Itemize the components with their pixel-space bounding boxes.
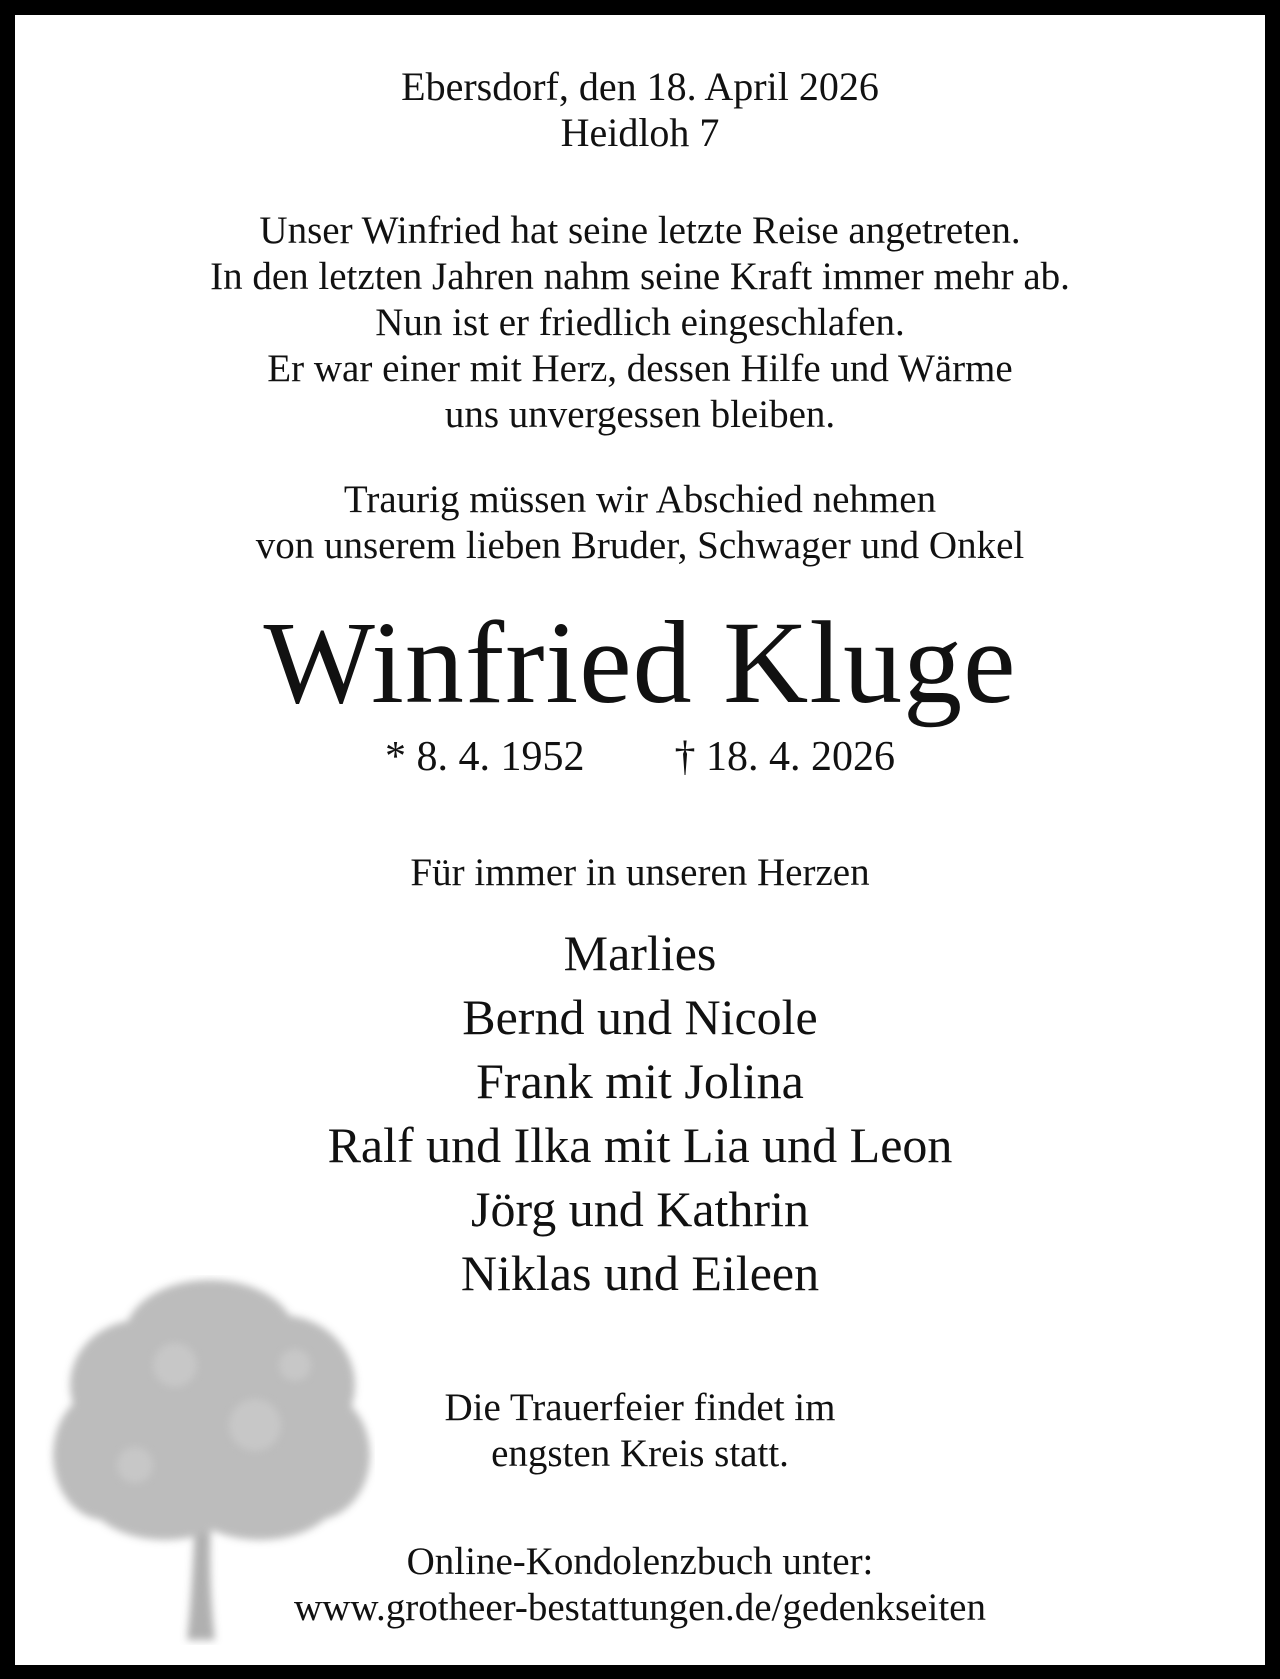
condolence-link[interactable]: www.grotheer-bestattungen.de/gedenkseiten xyxy=(294,1586,986,1629)
obituary-card xyxy=(15,15,1265,1665)
condolence-label: Online-Kondolenzbuch unter: xyxy=(406,1540,874,1583)
family-member: Jörg und Kathrin xyxy=(471,1181,809,1237)
intro-line: uns unvergessen bleiben. xyxy=(444,393,836,436)
intro-line: Er war einer mit Herz, dessen Hilfe und Wärme xyxy=(267,347,1013,390)
place-date: Ebersdorf, den 18. April 2026 xyxy=(401,64,879,109)
funeral-line: Die Trauerfeier findet im xyxy=(444,1386,836,1429)
family-member: Frank mit Jolina xyxy=(476,1053,804,1109)
funeral-line: engsten Kreis statt. xyxy=(491,1432,789,1475)
death-date: † 18. 4. 2026 xyxy=(674,734,895,780)
family-member: Niklas und Eileen xyxy=(460,1245,820,1301)
motto: Für immer in unseren Herzen xyxy=(410,851,870,894)
family-member: Marlies xyxy=(563,925,717,981)
deceased-name: Winfried Kluge xyxy=(263,597,1017,728)
intro-line: Unser Winfried hat seine letzte Reise angetreten. xyxy=(259,209,1021,252)
intro-line: Nun ist er friedlich eingeschlafen. xyxy=(375,301,905,344)
birth-date: * 8. 4. 1952 xyxy=(385,734,585,780)
intro-line: In den letzten Jahren nahm seine Kraft immer mehr ab. xyxy=(210,255,1070,298)
farewell-line: Traurig müssen wir Abschied nehmen xyxy=(343,478,937,521)
life-dates xyxy=(15,733,1265,781)
address: Heidloh 7 xyxy=(560,110,720,155)
family-member: Ralf und Ilka mit Lia und Leon xyxy=(327,1117,953,1173)
family-member: Bernd und Nicole xyxy=(462,989,818,1045)
farewell-line: von unserem lieben Bruder, Schwager und Onkel xyxy=(255,524,1025,567)
